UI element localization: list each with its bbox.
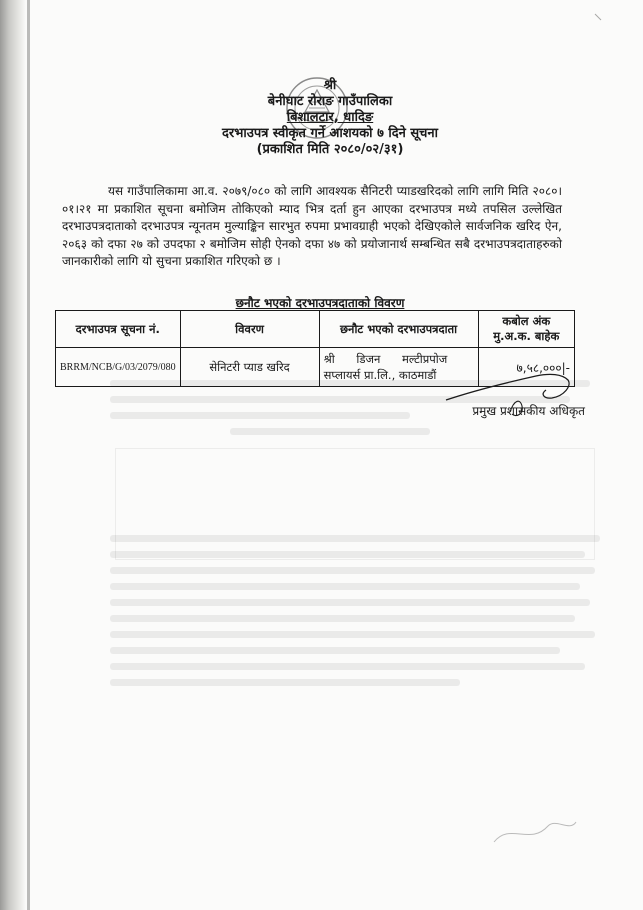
row-amount: ७,५८,०००|- (478, 348, 574, 387)
row-bidder-line2: सप्लायर्स प्रा.लि., काठमाडौं (323, 368, 437, 382)
office-location: बिशालटार, धादिङ (286, 110, 374, 125)
header-amount: कबोल अंक मु.अ.क. बाहेक (478, 311, 574, 348)
row-description: सेनिटरी प्याड खरिद (180, 348, 319, 387)
notice-paragraph: यस गाउँपालिकामा आ.व. २०७९/०८० को लागि आवश्यक सैनिटरी प्याडखरिदको लागि लागि मिति २०८०।०१।२१ मा प्रकाशित सूचना बमोजिम तोकिएको म्याद भित्र दर्ता हुन आएका दरभाउपत्र मध्ये तपसिल उल्लेखित दरभाउपत्रदाताको दरभाउपत्र न्यूनतम मुल्याङ्किन सारभुत रुपमा प्रभावग्राही भएको देखिएकोले सार्वजनिक खरिद ऐन, २०६३ को दफा २७ को उपदफा २ बमोजिम सोही ऐनको दफा ४७ को प्रयोजानार्थ सम्बन्धित सबै दरभाउपत्रदाताहरुको जानकारीको लागि यो सुचना प्रकाशित गरिएको छ । (62, 184, 562, 268)
header-shree: श्री (323, 78, 337, 93)
bleed-through-text (110, 380, 610, 750)
scan-fold-line (27, 0, 30, 910)
table-title: छनौट भएको दरभाउपत्रदाताको विवरण (235, 296, 405, 310)
row-bidder-line1: श्री डिजन मल्टीप्रपोज (323, 352, 448, 366)
header-ref: दरभाउपत्र सूचना नं. (56, 311, 181, 348)
published-date: (प्रकाशित मिति २०८०/०२/३१) (256, 142, 404, 157)
faint-scrawl-icon (490, 812, 580, 852)
table-header-row (56, 311, 575, 348)
document-header (130, 78, 530, 158)
signatory-title: प्रमुख प्रशासकीय अधिकृत (472, 404, 585, 418)
header-description: विवरण (180, 311, 319, 348)
scan-binding-shadow (0, 0, 26, 910)
header-bidder: छनौट भएको दरभाउपत्रदाता (319, 311, 478, 348)
bleed-through-table (115, 448, 595, 560)
office-name: बेनीघाट रोराङ गाउँपालिका (267, 94, 393, 109)
scan-mark-icon (593, 12, 603, 22)
notice-title: दरभाउपत्र स्वीकृत गर्ने आशयको ७ दिने सूचना (221, 126, 439, 141)
row-ref: BRRM/NCB/G/03/2079/080 (56, 348, 181, 387)
